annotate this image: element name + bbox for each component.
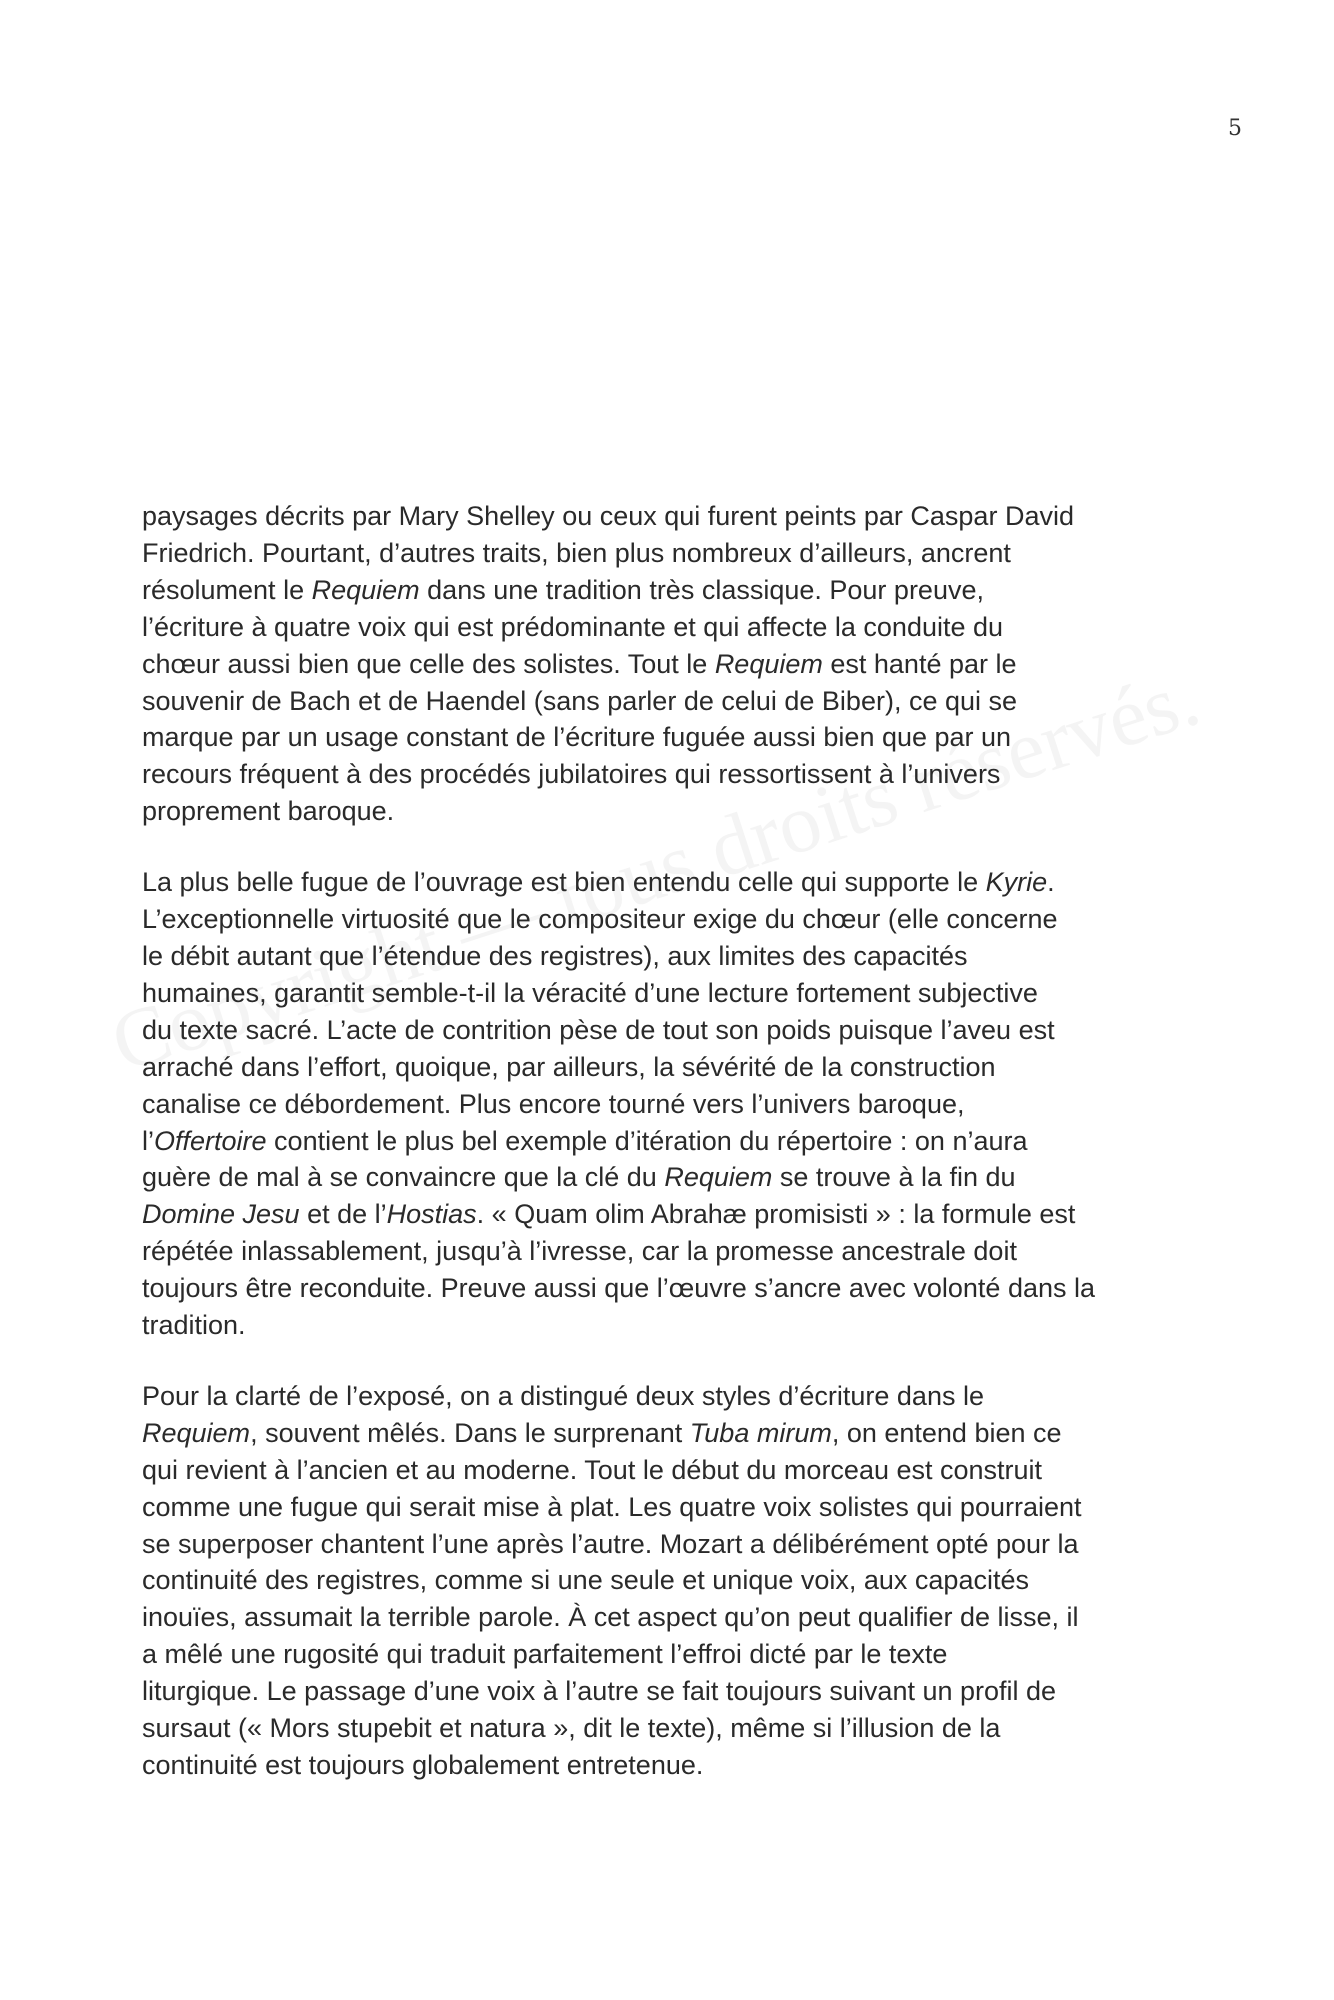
italic-title: Requiem: [311, 574, 420, 605]
text-run: est hanté par le: [822, 648, 1017, 679]
text-line: [142, 1415, 1207, 1452]
text-line: [142, 572, 1207, 609]
text-run: inouïes, assumait la terrible parole. À cet aspect qu’on peut qualifier de lisse, il: [142, 1602, 1079, 1633]
text-line: [142, 609, 1207, 646]
text-run: se superposer chantent l’une après l’autre. Mozart a délibérément opté pour la: [142, 1528, 1079, 1559]
text-run: guère de mal à se convaincre que la clé du: [142, 1162, 665, 1193]
text-run: L’exceptionnelle virtuosité que le compositeur exige du chœur (elle concerne: [142, 904, 1058, 935]
text-run: tradition.: [142, 1310, 246, 1341]
text-line: [142, 1452, 1207, 1489]
text-line: [142, 683, 1207, 720]
text-run: dans une tradition très classique. Pour preuve,: [419, 574, 984, 605]
text-run: humaines, garantit semble-t-il la véracité d’une lecture fortement subjective: [142, 977, 1038, 1008]
text-line: [142, 1526, 1207, 1563]
text-line: [142, 1673, 1207, 1710]
text-line: [142, 1489, 1207, 1526]
text-run: proprement baroque.: [142, 796, 395, 827]
italic-title: Domine Jesu: [142, 1199, 300, 1230]
italic-title: Offertoire: [154, 1125, 267, 1156]
text-line: [142, 1636, 1207, 1673]
body-text: [142, 498, 1207, 1784]
text-line: [142, 901, 1207, 938]
text-run: l’écriture à quatre voix qui est prédominante et qui affecte la conduite du: [142, 611, 1004, 642]
text-run: continuité est toujours globalement entretenue.: [142, 1750, 704, 1780]
text-run: arraché dans l’effort, quoique, par ailleurs, la sévérité de la construction: [142, 1051, 996, 1082]
italic-title: Kyrie: [985, 867, 1048, 898]
text-run: canalise ce débordement. Plus encore tourné vers l’univers baroque,: [142, 1088, 965, 1119]
paragraph-1: [142, 498, 1207, 830]
paragraph-3: [142, 1378, 1207, 1784]
text-line: [142, 864, 1207, 901]
text-line: [142, 756, 1207, 793]
text-line: [142, 1562, 1207, 1599]
text-run: marque par un usage constant de l’écriture fuguée aussi bien que par un: [142, 722, 1012, 753]
text-line: [142, 1012, 1207, 1049]
text-run: La plus belle fugue de l’ouvrage est bien entendu celle qui supporte le: [142, 867, 986, 898]
text-line: [142, 1196, 1207, 1233]
text-run: , souvent mêlés. Dans le surprenant: [250, 1417, 690, 1448]
text-run: . « Quam olim Abrahæ promisisti » : la formule est: [476, 1199, 1076, 1230]
text-run: qui revient à l’ancien et au moderne. Tout le début du morceau est construit: [142, 1454, 1043, 1485]
text-run: .: [1047, 867, 1055, 898]
text-line: [142, 975, 1207, 1012]
text-run: résolument le: [142, 574, 312, 605]
text-run: sursaut (« Mors stupebit et natura », dit le texte), même si l’illusion de la: [142, 1713, 1001, 1744]
text-run: Friedrich. Pourtant, d’autres traits, bien plus nombreux d’ailleurs, ancrent: [142, 537, 1011, 568]
text-run: comme une fugue qui serait mise à plat. Les quatre voix solistes qui pourraient: [142, 1491, 1082, 1522]
text-run: chœur aussi bien que celle des solistes. Tout le: [142, 648, 715, 679]
italic-title: Requiem: [664, 1162, 773, 1193]
text-run: et de l’: [299, 1199, 387, 1230]
text-run: toujours être reconduite. Preuve aussi que l’œuvre s’ancre avec volonté dans la: [142, 1273, 1096, 1304]
text-line: [142, 1710, 1207, 1747]
paragraph-2: [142, 864, 1207, 1344]
text-line: [142, 498, 1207, 535]
text-run: répétée inlassablement, jusqu’à l’ivresse, car la promesse ancestrale doit: [142, 1236, 1017, 1267]
text-line: [142, 1123, 1207, 1160]
text-line: [142, 938, 1207, 975]
text-run: liturgique. Le passage d’une voix à l’autre se fait toujours suivant un profil de: [142, 1676, 1057, 1707]
text-run: recours fréquent à des procédés jubilatoires qui ressortissent à l’univers: [142, 759, 1001, 790]
text-run: le débit autant que l’étendue des registres), aux limites des capacités: [142, 940, 968, 971]
text-run: se trouve à la fin du: [772, 1162, 1016, 1193]
text-line: [142, 1233, 1207, 1270]
text-line: [142, 719, 1207, 756]
text-line: [142, 1747, 1207, 1784]
italic-title: Tuba mirum: [689, 1417, 832, 1448]
text-run: souvenir de Bach et de Haendel (sans parler de celui de Biber), ce qui se: [142, 685, 1018, 716]
text-line: [142, 1086, 1207, 1123]
text-line: [142, 1599, 1207, 1636]
page-number: 5: [1228, 116, 1242, 141]
text-run: du texte sacré. L’acte de contrition pèse de tout son poids puisque l’aveu est: [142, 1014, 1055, 1045]
text-run: l’: [142, 1125, 154, 1156]
text-line: [142, 646, 1207, 683]
italic-title: Requiem: [142, 1417, 251, 1448]
text-line: [142, 1049, 1207, 1086]
text-run: continuité des registres, comme si une seule et unique voix, aux capacités: [142, 1565, 1029, 1596]
text-run: , on entend bien ce: [831, 1417, 1062, 1448]
italic-title: Hostias: [386, 1199, 477, 1230]
text-line: [142, 1159, 1207, 1196]
text-line: [142, 1270, 1207, 1307]
text-run: contient le plus bel exemple d’itération du répertoire : on n’aura: [266, 1125, 1028, 1156]
text-line: [142, 535, 1207, 572]
text-run: Pour la clarté de l’exposé, on a distingué deux styles d’écriture dans le: [142, 1380, 984, 1411]
text-line: [142, 1307, 1207, 1344]
text-run: paysages décrits par Mary Shelley ou ceux qui furent peints par Caspar David: [142, 501, 1074, 531]
italic-title: Requiem: [714, 648, 823, 679]
text-line: [142, 1378, 1207, 1415]
text-run: a mêlé une rugosité qui traduit parfaitement l’effroi dicté par le texte: [142, 1639, 948, 1670]
text-line: [142, 793, 1207, 830]
